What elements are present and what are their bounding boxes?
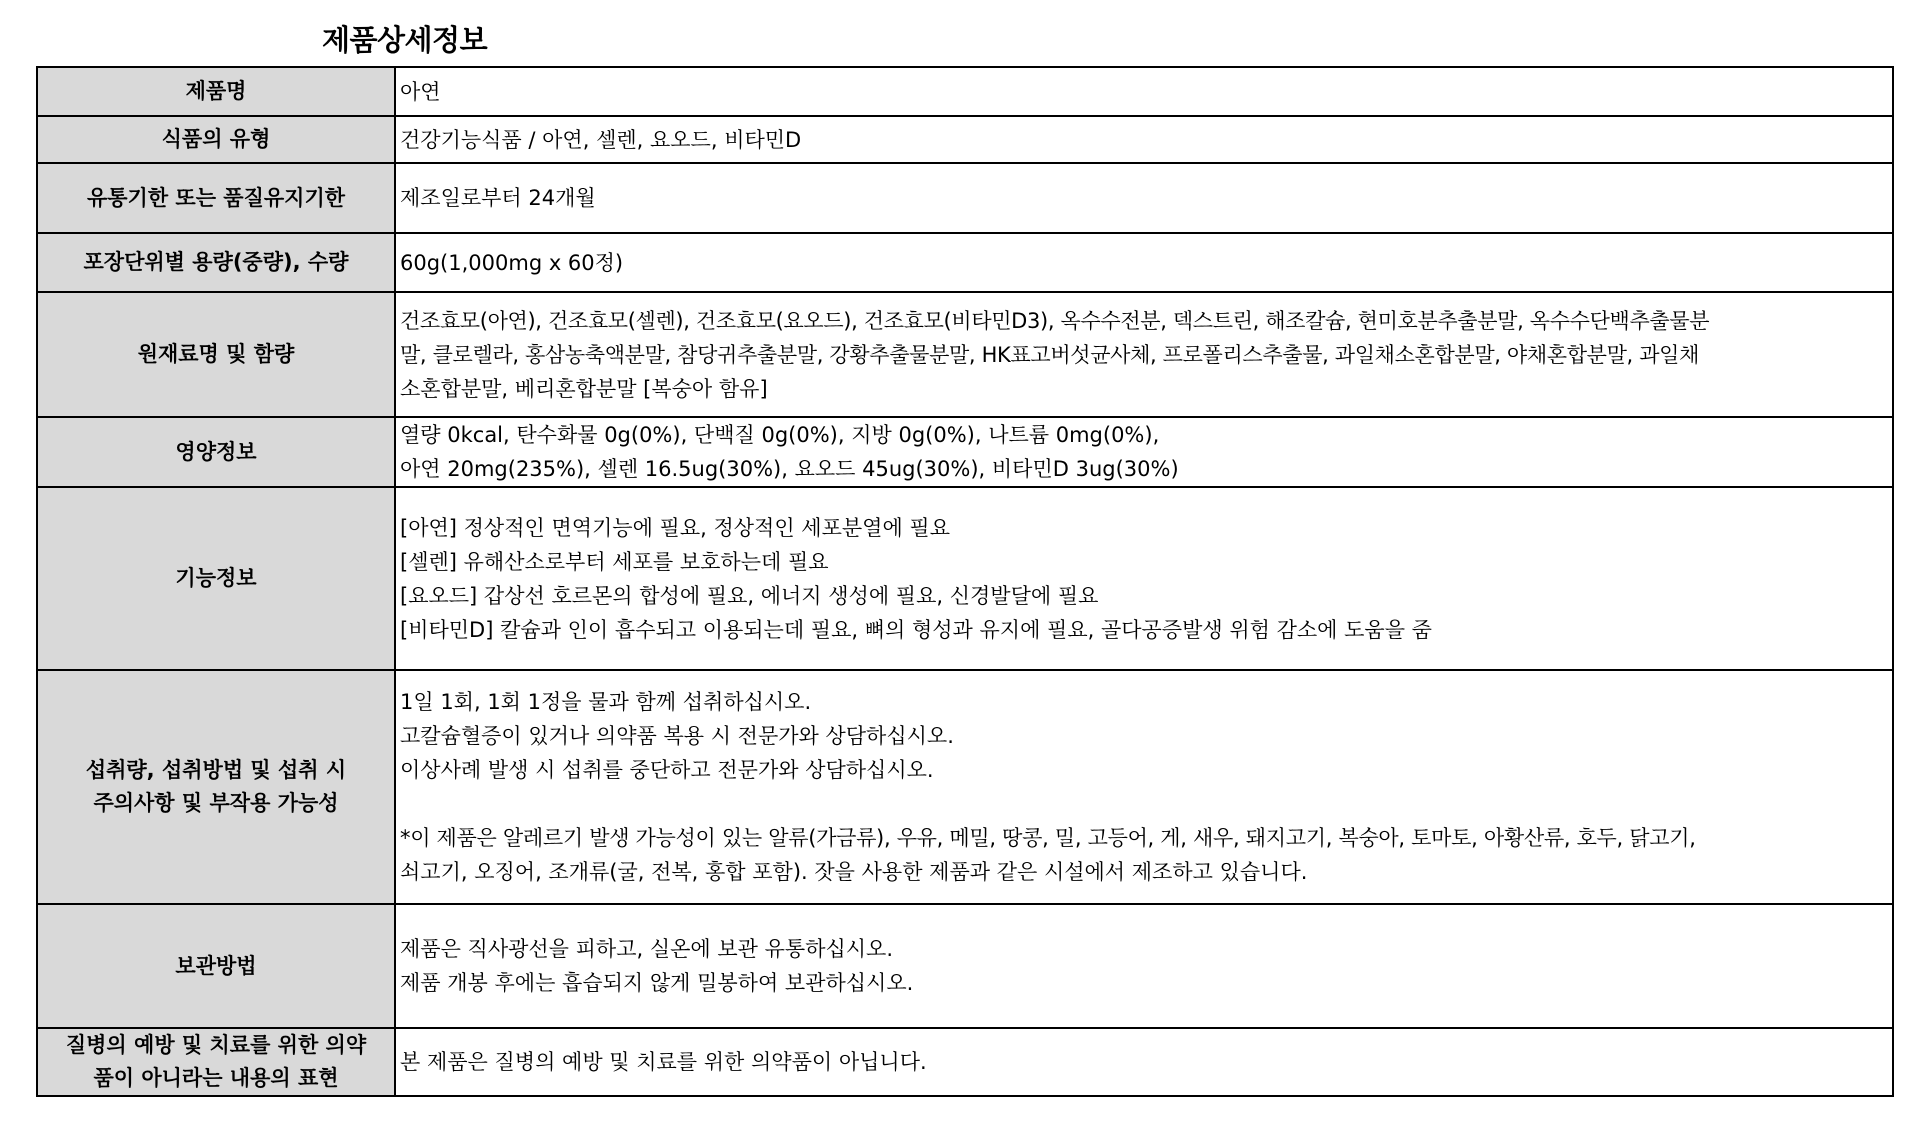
row-value-food-type — [395, 116, 1893, 163]
value-line: 본 제품은 질병의 예방 및 치료를 위한 의약품이 아닙니다. — [400, 1050, 927, 1074]
table-row — [37, 904, 1893, 1028]
table-row — [37, 116, 1893, 163]
row-value-nutrition — [395, 417, 1893, 487]
product-detail-table — [36, 66, 1894, 1097]
value-line: 이상사례 발생 시 섭취를 중단하고 전문가와 상담하십시오. — [400, 758, 934, 782]
row-value-disclaimer — [395, 1028, 1893, 1096]
value-line: 고칼슘혈증이 있거나 의약품 복용 시 전문가와 상담하십시오. — [400, 724, 954, 748]
row-value-package-quantity — [395, 233, 1893, 292]
label-line: 질병의 예방 및 치료를 위한 의약 — [65, 1033, 367, 1057]
table-row — [37, 417, 1893, 487]
row-value-expiry — [395, 163, 1893, 233]
row-value-product-name — [395, 67, 1893, 116]
value-line: [비타민D] 칼슘과 인이 흡수되고 이용되는데 필요, 뼈의 형성과 유지에 필요, 골다공증발생 위험 감소에 도움을 줌 — [400, 617, 1432, 642]
value-line: 건조효모(아연), 건조효모(셀렌), 건조효모(요오드), 건조효모(비타민D3), 옥수수전분, 덱스트린, 해조칼슘, 현미호분추출분말, 옥수수단백추출물분 — [400, 308, 1710, 333]
row-label-food-type: 식품의 유형 — [37, 116, 395, 163]
value-line: [요오드] 갑상선 호르몬의 합성에 필요, 에너지 생성에 필요, 신경발달에 필요 — [400, 583, 1099, 608]
value-line: 아연 — [400, 79, 441, 104]
value-line: 60g(1,000mg x 60정) — [400, 250, 624, 275]
value-line: 쇠고기, 오징어, 조개류(굴, 전복, 홍합 포함). 잣을 사용한 제품과 같은 시설에서 제조하고 있습니다. — [400, 860, 1308, 884]
blank-line — [400, 787, 1888, 821]
row-value-intake-caution — [395, 670, 1893, 904]
value-line: 제품 개봉 후에는 흡습되지 않게 밀봉하여 보관하십시오. — [400, 971, 914, 995]
row-value-function — [395, 487, 1893, 670]
value-line: 아연 20mg(235%), 셀렌 16.5ug(30%), 요오드 45ug(30%), 비타민D 3ug(30%) — [400, 457, 1179, 481]
table-row — [37, 670, 1893, 904]
value-line: *이 제품은 알레르기 발생 가능성이 있는 알류(가금류), 우유, 메밀, 땅콩, 밀, 고등어, 게, 새우, 돼지고기, 복숭아, 토마토, 아황산류, 호두, 닭고기, — [400, 826, 1696, 850]
value-line: [셀렌] 유해산소로부터 세포를 보호하는데 필요 — [400, 549, 829, 574]
value-line: 소혼합분말, 베리혼합분말 [복숭아 함유] — [400, 376, 768, 401]
page-title: 제품상세정보 — [322, 23, 488, 57]
table-row — [37, 1028, 1893, 1096]
row-label-storage: 보관방법 — [37, 904, 395, 1028]
label-line: 주의사항 및 부작용 가능성 — [93, 791, 339, 815]
row-label-nutrition: 영양정보 — [37, 417, 395, 487]
value-line: 제조일로부터 24개월 — [400, 186, 596, 210]
row-label-product-name: 제품명 — [37, 67, 395, 116]
row-value-storage — [395, 904, 1893, 1028]
value-line: 건강기능식품 / 아연, 셀렌, 요오드, 비타민D — [400, 127, 802, 152]
value-line: [아연] 정상적인 면역기능에 필요, 정상적인 세포분열에 필요 — [400, 515, 950, 540]
table-row — [37, 292, 1893, 417]
table-row — [37, 233, 1893, 292]
row-value-ingredients — [395, 292, 1893, 417]
row-label-function: 기능정보 — [37, 487, 395, 670]
value-line: 1일 1회, 1회 1정을 물과 함께 섭취하십시오. — [400, 690, 812, 714]
row-label-package-quantity: 포장단위별 용량(중량), 수량 — [37, 233, 395, 292]
label-line: 섭취량, 섭취방법 및 섭취 시 — [85, 758, 347, 782]
value-line: 말, 클로렐라, 홍삼농축액분말, 참당귀추출분말, 강황추출물분말, HK표고버섯균사체, 프로폴리스추출물, 과일채소혼합분말, 야채혼합분말, 과일채 — [400, 342, 1700, 367]
value-line: 열량 0kcal, 탄수화물 0g(0%), 단백질 0g(0%), 지방 0g(0%), 나트륨 0mg(0%), — [400, 423, 1160, 447]
table-row — [37, 487, 1893, 670]
row-label-expiry: 유통기한 또는 품질유지기한 — [37, 163, 395, 233]
table-row — [37, 67, 1893, 116]
label-line: 품이 아니라는 내용의 표현 — [93, 1066, 339, 1090]
row-label-disclaimer — [37, 1028, 395, 1096]
row-label-ingredients: 원재료명 및 함량 — [37, 292, 395, 417]
value-line: 제품은 직사광선을 피하고, 실온에 보관 유통하십시오. — [400, 937, 894, 961]
row-label-intake-caution — [37, 670, 395, 904]
table-row — [37, 163, 1893, 233]
